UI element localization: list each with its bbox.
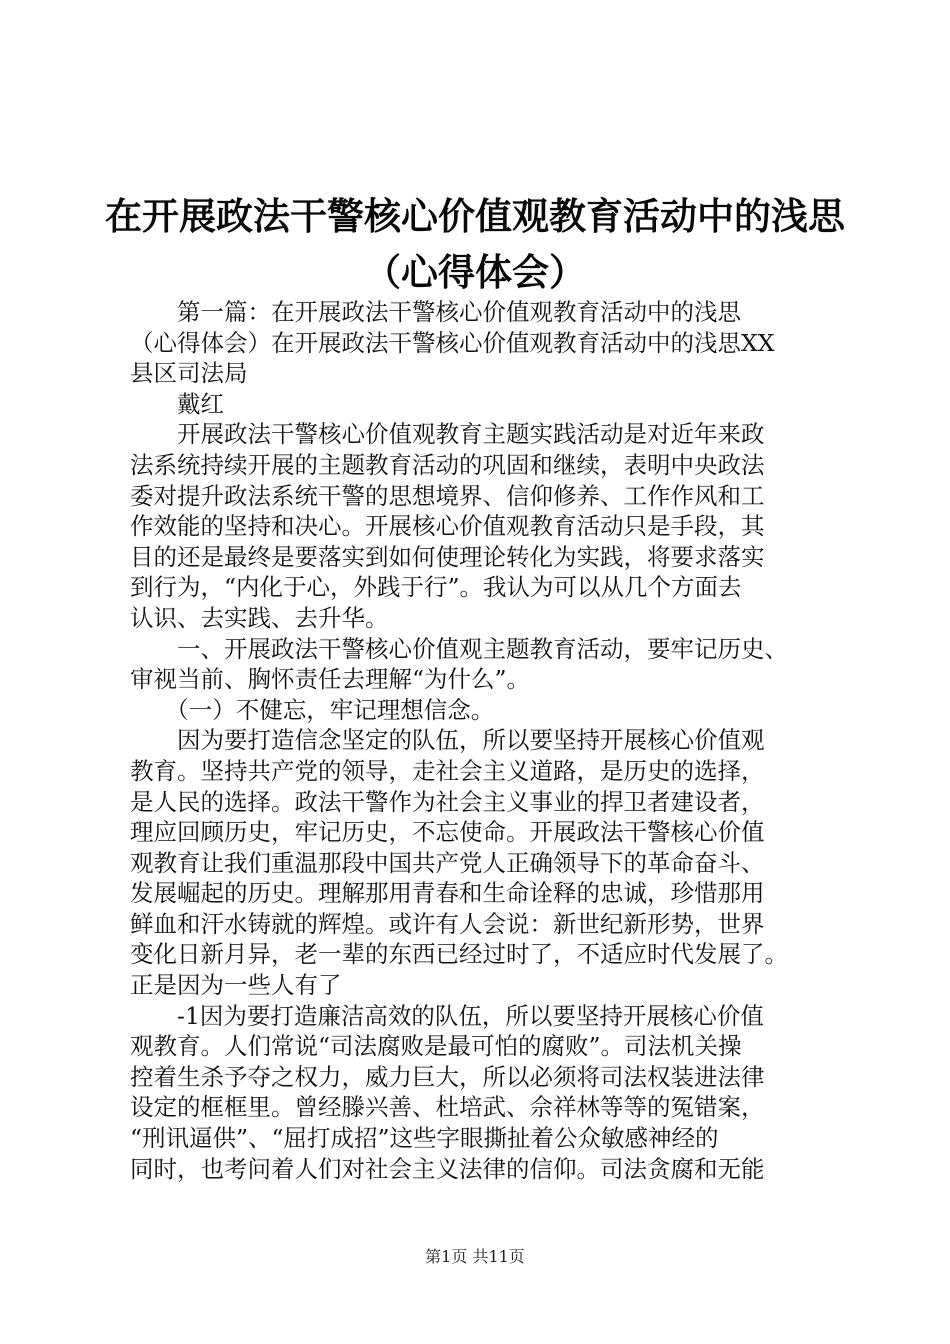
body-line: 发展崛起的历史。理解那用青春和生命诠释的忠诚，珍惜那用 — [130, 879, 765, 908]
body-line: （心得体会）在开展政法干警核心价值观教育活动中的浅思XX — [130, 328, 775, 357]
document-body — [130, 297, 850, 1184]
body-line: 县区司法局 — [130, 359, 248, 388]
document-title-line-1: 在开展政法干警核心价值观教育活动中的浅思 — [105, 195, 845, 238]
body-line: 因为要打造信念坚定的队伍，所以要坚持开展核心价值观 — [130, 726, 765, 755]
document-title-line-2: （心得体会） — [364, 251, 586, 294]
body-line: （一）不健忘，牢记理想信念。 — [130, 695, 495, 724]
body-line: 委对提升政法系统干警的思想境界、信仰修养、工作作风和工 — [130, 481, 765, 510]
body-line: 戴红 — [130, 389, 224, 418]
body-line: 同时，也考问着人们对社会主义法律的信仰。司法贪腐和无能 — [130, 1154, 765, 1183]
body-line: “刑讯逼供”、“屈打成招”这些字眼撕扯着公众敏感神经的 — [130, 1124, 719, 1153]
body-line: -1因为要打造廉洁高效的队伍，所以要坚持开展核心价值 — [130, 1001, 764, 1030]
body-line: 鲜血和汗水铸就的辉煌。或许有人会说：新世纪新形势，世界 — [130, 909, 765, 938]
body-line: 目的还是最终是要落实到如何使理论转化为实践，将要求落实 — [130, 542, 765, 571]
body-line: 设定的框框里。曾经滕兴善、杜培武、佘祥林等等的冤错案， — [130, 1093, 765, 1122]
body-line: 法系统持续开展的主题教育活动的巩固和继续，表明中央政法 — [130, 450, 765, 479]
body-line: 观教育。人们常说“司法腐败是最可怕的腐败”。司法机关操 — [130, 1032, 742, 1061]
body-line: 认识、去实践、去升华。 — [130, 603, 389, 632]
body-line: 是人民的选择。政法干警作为社会主义事业的捍卫者建设者， — [130, 787, 765, 816]
body-line: 教育。坚持共产党的领导，走社会主义道路，是历史的选择， — [130, 756, 765, 785]
body-line: 控着生杀予夺之权力，威力巨大，所以必须将司法权装进法律 — [130, 1062, 765, 1091]
body-line: 变化日新月异，老一辈的东西已经过时了，不适应时代发展了。 — [130, 940, 788, 969]
body-line: 理应回顾历史，牢记历史，不忘使命。开展政法干警核心价值 — [130, 818, 765, 847]
page-footer: 第1页 共11页 — [425, 1247, 525, 1266]
body-line: 开展政法干警核心价值观教育主题实践活动是对近年来政 — [130, 420, 765, 449]
body-line: 观教育让我们重温那段中国共产党人正确领导下的革命奋斗、 — [130, 848, 765, 877]
body-line: 第一篇：在开展政法干警核心价值观教育活动中的浅思 — [130, 298, 741, 326]
body-line: 作效能的坚持和决心。开展核心价值观教育活动只是手段，其 — [130, 512, 765, 541]
body-line: 到行为，“内化于心，外践于行”。我认为可以从几个方面去 — [130, 573, 742, 602]
body-line: 正是因为一些人有了 — [130, 971, 342, 1000]
body-line: 审视当前、胸怀责任去理解“为什么”。 — [130, 665, 531, 694]
body-line: 一、开展政法干警核心价值观主题教育活动，要牢记历史、 — [130, 634, 788, 663]
